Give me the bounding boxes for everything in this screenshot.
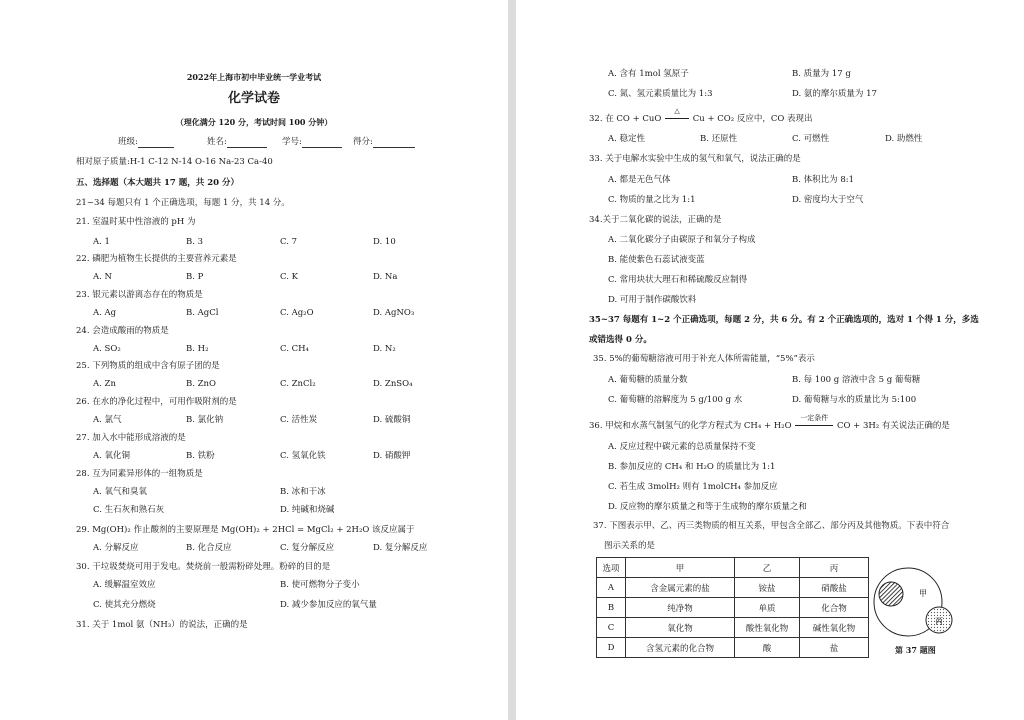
circle-yi (879, 582, 903, 606)
option-b[interactable]: B. 体积比为 8:1 (792, 175, 855, 185)
diagram-caption: 第 37 题图 (895, 645, 936, 655)
id-field (282, 137, 342, 148)
question-stem: 35. 5%的葡萄糖溶液可用于补充人体所需能量，“5%”表示 (593, 354, 815, 364)
table-cell: 含氢元素的化合物 (626, 638, 735, 658)
table-cell: A (597, 578, 626, 598)
question-stem (589, 414, 950, 432)
label-bing: 丙 (935, 617, 943, 626)
option-a[interactable]: A. 氧气和臭氧 (93, 487, 148, 497)
option-d[interactable]: D. 密度均大于空气 (792, 195, 864, 205)
option-b[interactable]: B. 使可燃物分子变小 (280, 580, 360, 590)
table-row (597, 578, 869, 598)
table-cell: D (597, 638, 626, 658)
label-jia: 甲 (919, 589, 927, 598)
option-c[interactable]: C. 7 (280, 237, 298, 247)
question-stem: 27. 加入水中能形成溶液的是 (76, 433, 186, 443)
table-cell: 酸性氧化物 (735, 618, 800, 638)
question-stem: 26. 在水的净化过程中，可用作吸附剂的是 (76, 397, 237, 407)
option-c[interactable]: C. 活性炭 (280, 415, 318, 425)
option-c[interactable]: C. 可燃性 (792, 134, 830, 144)
table-header-row (597, 558, 869, 578)
section2-instruction-line2: 或错选得 0 分。 (589, 335, 652, 345)
option-d[interactable]: D. 减少参加反应的氧气量 (280, 600, 377, 610)
option-b[interactable]: B. 化合反应 (186, 543, 232, 553)
option-c[interactable]: C. 使其充分燃烧 (93, 600, 156, 610)
option-d[interactable]: D. 葡萄糖与水的质量比为 5:100 (792, 395, 917, 405)
option-c[interactable]: C. 若生成 3molH₂ 则有 1molCH₄ 参加反应 (608, 482, 778, 492)
option-a[interactable]: A. Zn (93, 379, 116, 389)
table-header-cell: 选项 (597, 558, 626, 578)
option-b[interactable]: B. 质量为 17 g (792, 69, 851, 79)
table-cell: C (597, 618, 626, 638)
stem-pre: 32. 在 CO + CuO (589, 114, 662, 124)
table-cell: 碱性氧化物 (800, 618, 869, 638)
score-blank[interactable] (373, 138, 415, 148)
stem-post: CO + 3H₂ 有关说法正确的是 (836, 421, 950, 431)
option-d[interactable]: D. Na (373, 272, 398, 282)
option-d[interactable]: D. 10 (373, 237, 396, 247)
option-c[interactable]: C. K (280, 272, 298, 282)
option-b[interactable]: B. 冰和干冰 (280, 487, 326, 497)
section-title: 五、选择题（本大题共 17 题，共 20 分） (76, 178, 239, 188)
option-a[interactable]: A. N (93, 272, 112, 282)
option-c[interactable]: C. 物质的量之比为 1:1 (608, 195, 696, 205)
option-c[interactable]: C. 复分解反应 (280, 543, 335, 553)
atomic-masses: 相对原子质量:H-1 C-12 N-14 O-16 Na-23 Ca-40 (76, 157, 273, 167)
class-label: 班级: (118, 137, 138, 147)
option-c[interactable]: C. ZnCl₂ (280, 379, 316, 389)
question-stem: 34.关于二氧化碳的说法，正确的是 (589, 215, 722, 225)
section2-instruction-line1: 35~37 每题有 1~2 个正确选项，每题 2 分，共 6 分。有 2 个正确选项的，选对 1 个得 1 分，多选 (589, 315, 979, 325)
option-c[interactable]: C. 氢氧化铁 (280, 451, 326, 461)
classification-table (596, 557, 869, 658)
table-header-cell: 丙 (800, 558, 869, 578)
option-d[interactable]: D. 氨的摩尔质量为 17 (792, 89, 877, 99)
table-cell: 化合物 (800, 598, 869, 618)
option-a[interactable]: A. 氯气 (93, 415, 122, 425)
table-cell: 盐 (800, 638, 869, 658)
name-label: 姓名: (207, 137, 227, 147)
heat-condition: △ (674, 107, 680, 115)
question-stem: 22. 磷肥为植物生长提供的主要营养元素是 (76, 254, 237, 264)
option-b[interactable]: B. 每 100 g 溶液中含 5 g 葡萄糖 (792, 375, 921, 385)
table-cell: B (597, 598, 626, 618)
option-a[interactable]: A. 反应过程中碳元素的总质量保持不变 (608, 442, 756, 452)
stem-post: Cu + CO₂ 反应中，CO 表现出 (692, 114, 813, 124)
option-c[interactable]: C. 氮、氢元素质量比为 1:3 (608, 89, 713, 99)
option-b[interactable]: B. 3 (186, 237, 204, 247)
name-field (207, 137, 267, 148)
option-d[interactable]: D. AgNO₃ (373, 308, 415, 318)
reaction-arrow (794, 414, 834, 432)
table-cell: 氧化物 (626, 618, 735, 638)
question-stem: 23. 银元素以游离态存在的物质是 (76, 290, 203, 300)
option-b[interactable]: B. 还原性 (700, 134, 738, 144)
option-a[interactable]: A. 稳定性 (608, 134, 646, 144)
option-d[interactable]: D. 可用于制作碳酸饮料 (608, 295, 697, 305)
option-c[interactable]: C. Ag₂O (280, 308, 314, 318)
question-stem: 24. 会造成酸雨的物质是 (76, 326, 169, 336)
venn-diagram (864, 566, 968, 638)
id-blank[interactable] (302, 138, 342, 148)
option-a[interactable]: A. 都是无色气体 (608, 175, 671, 185)
exam-page-left (0, 0, 508, 720)
option-d[interactable]: D. 硫酸铜 (373, 415, 411, 425)
id-label: 学号: (282, 137, 302, 147)
question-stem: 29. Mg(OH)₂ 作止酸剂的主要原理是 Mg(OH)₂ + 2HCl = MgCl₂ + 2H₂O 该反应属于 (76, 525, 415, 535)
option-a[interactable]: A. 缓解温室效应 (93, 580, 156, 590)
option-b[interactable]: B. AgCl (186, 308, 219, 318)
table-cell: 酸 (735, 638, 800, 658)
option-d[interactable]: D. 反应物的摩尔质量之和等于生成物的摩尔质量之和 (608, 502, 807, 512)
option-c[interactable]: C. CH₄ (280, 344, 309, 354)
option-d[interactable]: D. 助燃性 (885, 134, 923, 144)
option-c[interactable]: C. 葡萄糖的溶解度为 5 g/100 g 水 (608, 395, 743, 405)
option-c[interactable]: C. 常用块状大理石和稀硫酸反应制得 (608, 275, 748, 285)
option-d[interactable]: D. N₂ (373, 344, 396, 354)
table-row (597, 618, 869, 638)
option-a[interactable]: A. 葡萄糖的质量分数 (608, 375, 688, 385)
option-a[interactable]: A. Ag (93, 308, 117, 318)
question-stem (589, 107, 813, 125)
class-blank[interactable] (138, 138, 174, 148)
table-row (597, 638, 869, 658)
section-note: 21~34 每题只有 1 个正确选项，每题 1 分，共 14 分。 (76, 198, 290, 208)
score-field (353, 137, 415, 148)
question-stem: 28. 互为同素异形体的一组物质是 (76, 469, 203, 479)
option-a[interactable]: A. SO₂ (93, 344, 121, 354)
table-cell: 纯净物 (626, 598, 735, 618)
score-info: （理化满分 120 分，考试时间 100 分钟） (175, 117, 333, 127)
option-b[interactable]: B. 参加反应的 CH₄ 和 H₂O 的质量比为 1:1 (608, 462, 776, 472)
question-stem: 25. 下列物质的组成中含有原子团的是 (76, 361, 220, 371)
table-header-cell: 乙 (735, 558, 800, 578)
stem-pre: 36. 甲烷和水蒸气制氢气的化学方程式为 CH₄ + H₂O (589, 421, 792, 431)
option-b[interactable]: B. 能使紫色石蕊试液变蓝 (608, 255, 705, 265)
table-row (597, 598, 869, 618)
paper-title: 化学试卷 (227, 91, 280, 106)
option-b[interactable]: B. H₂ (186, 344, 209, 354)
question-stem-line1: 37. 下图表示甲、乙、丙三类物质的相互关系，甲包含全部乙、部分丙及其他物质。下表中符合 (593, 521, 950, 531)
option-a[interactable]: A. 分解反应 (93, 543, 139, 553)
table-cell: 含金属元素的盐 (626, 578, 735, 598)
class-field (118, 137, 174, 148)
option-d[interactable]: D. 硝酸钾 (373, 451, 411, 461)
option-a[interactable]: A. 1 (93, 237, 110, 247)
option-a[interactable]: A. 二氧化碳分子由碳原子和氧分子构成 (608, 235, 756, 245)
option-b[interactable]: B. ZnO (186, 379, 216, 389)
option-c[interactable]: C. 生石灰和熟石灰 (93, 505, 165, 515)
score-label: 得分: (353, 137, 373, 147)
option-d[interactable]: D. 复分解反应 (373, 543, 428, 553)
option-a[interactable]: A. 含有 1mol 氢原子 (608, 69, 689, 79)
question-stem-line2: 图示关系的是 (604, 541, 656, 551)
table-cell: 硝酸盐 (800, 578, 869, 598)
option-b[interactable]: B. 氯化钠 (186, 415, 224, 425)
option-d[interactable]: D. ZnSO₄ (373, 379, 413, 389)
name-blank[interactable] (227, 138, 267, 148)
question-stem: 31. 关于 1mol 氨（NH₃）的说法，正确的是 (76, 620, 248, 630)
table-cell: 铵盐 (735, 578, 800, 598)
exam-title: 2022年上海市初中毕业统一学业考试 (186, 72, 322, 82)
reaction-condition: 一定条件 (800, 414, 829, 422)
exam-page-right (516, 0, 1024, 720)
option-d[interactable]: D. 纯碱和烧碱 (280, 505, 335, 515)
question-stem: 33. 关于电解水实验中生成的氢气和氧气，说法正确的是 (589, 154, 801, 164)
question-stem: 21. 室温时某中性溶液的 pH 为 (76, 217, 196, 227)
question-stem: 30. 干垃圾焚烧可用于发电。焚烧前一般需粉碎处理。粉碎的目的是 (76, 562, 331, 572)
reaction-arrow (664, 107, 690, 125)
option-b[interactable]: B. P (186, 272, 204, 282)
option-b[interactable]: B. 铁粉 (186, 451, 215, 461)
option-a[interactable]: A. 氧化铜 (93, 451, 131, 461)
table-cell: 单质 (735, 598, 800, 618)
table-header-cell: 甲 (626, 558, 735, 578)
